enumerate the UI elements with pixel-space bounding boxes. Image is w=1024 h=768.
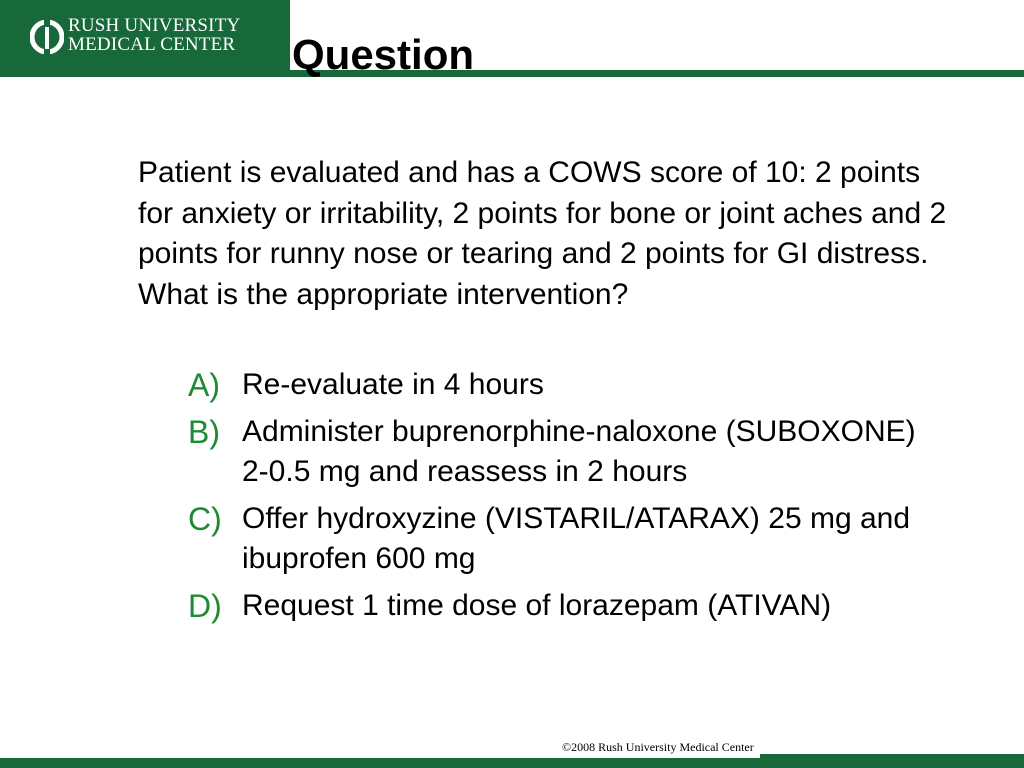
question-text: Patient is evaluated and has a COWS score of 10: 2 points for anxiety or irritability, 2 points for bone or joint aches and 2 points for runny nose or tearing and 2 points for GI distress. What is the appropriate intervention? — [138, 156, 947, 311]
logo-line-1: RUSH UNIVERSITY — [68, 15, 241, 36]
option-a — [188, 365, 988, 406]
logo-line-2: MEDICAL CENTER — [68, 34, 236, 55]
option-text: Re-evaluate in 4 hours — [242, 368, 544, 401]
answer-options — [188, 365, 988, 632]
option-b — [188, 412, 988, 493]
option-letter: B) — [188, 413, 220, 450]
logo-wordmark — [68, 16, 240, 54]
slide-title: Question — [292, 31, 475, 78]
option-text: Offer hydroxyzine (VISTARIL/ATARAX) 25 mg and ibuprofen 600 mg — [242, 501, 911, 575]
option-text: Administer buprenorphine-naloxone (SUBOXONE) 2-0.5 mg and reassess in 2 hours — [242, 414, 916, 488]
footer-copyright: ©2008 Rush University Medical Center — [562, 740, 754, 754]
footer-bar — [0, 758, 1024, 768]
option-letter: A) — [188, 367, 220, 403]
option-d — [188, 586, 988, 627]
option-text: Request 1 time dose of lorazepam (ATIVAN) — [242, 588, 832, 622]
option-letter: D) — [188, 587, 222, 624]
option-letter: C) — [188, 500, 222, 537]
option-c — [188, 499, 988, 580]
rush-logo-icon — [30, 20, 64, 54]
logo-block — [0, 0, 290, 77]
